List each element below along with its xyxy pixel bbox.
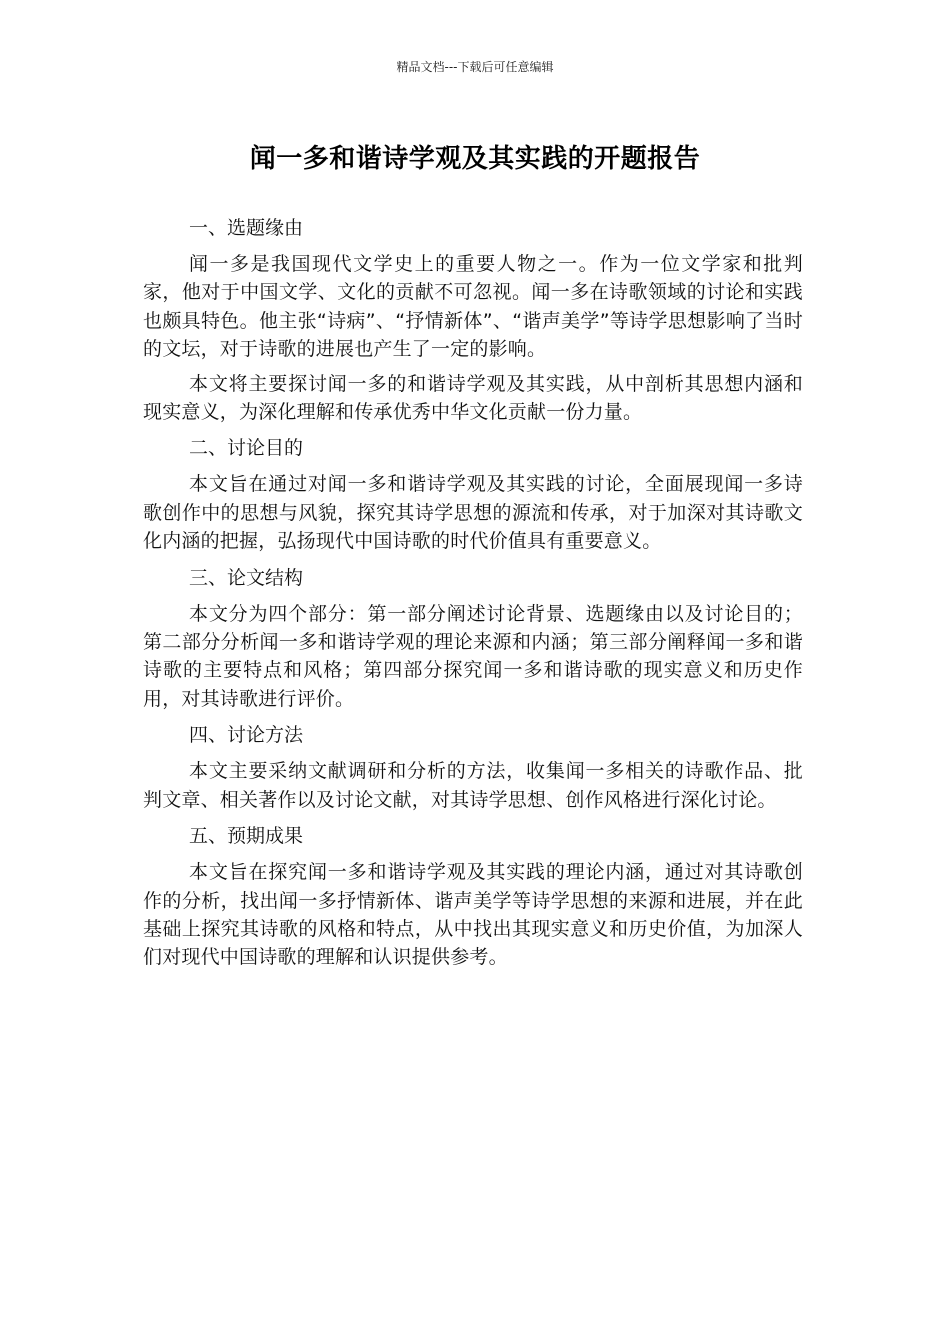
page-header-note: 精品文档---下载后可任意编辑 (396, 60, 554, 74)
section-heading: 一、选题缘由 (189, 217, 304, 239)
section-heading: 五、预期成果 (189, 825, 304, 848)
paragraph: 本文主要采纳文献调研和分析的方法，收集闻一多相关的诗歌作品、批判文章、相关著作以及讨论文献，对其诗学思想、创作风格进行深化讨论。 (143, 760, 803, 811)
document-title: 闻一多和谐诗学观及其实践的开题报告 (249, 144, 701, 174)
section-heading: 二、讨论目的 (189, 437, 304, 460)
section-heading: 四、讨论方法 (189, 724, 304, 747)
paragraph: 闻一多是我国现代文学史上的重要人物之一。作为一位文学家和批判家，他对于中国文学、文化的贡献不可忽视。闻一多在诗歌领域的讨论和实践也颇具特色。他主张“诗病”、“抒情新体”、“谐声美学”等诗学思想影响了当时的文坛，对于诗歌的进展也产生了一定的影响。 (143, 253, 803, 361)
document-body (143, 212, 803, 978)
paragraph: 本文分为四个部分：第一部分阐述讨论背景、选题缘由以及讨论目的；第二部分分析闻一多和谐诗学观的理论来源和内涵；第三部分阐释闻一多和谐诗歌的主要特点和风格；第四部分探究闻一多和谐诗歌的现实意义和历史作用，对其诗歌进行评价。 (143, 602, 803, 710)
paragraph: 本文旨在探究闻一多和谐诗学观及其实践的理论内涵，通过对其诗歌创作的分析，找出闻一多抒情新体、谐声美学等诗学思想的来源和进展，并在此基础上探究其诗歌的风格和特点，从中找出其现实意义和历史价值，为加深人们对现代中国诗歌的理解和认识提供参考。 (143, 861, 803, 969)
paragraph: 本文将主要探讨闻一多的和谐诗学观及其实践，从中剖析其思想内涵和现实意义，为深化理解和传承优秀中华文化贡献一份力量。 (143, 372, 803, 424)
section-heading: 三、论文结构 (189, 566, 304, 589)
paragraph: 本文旨在通过对闻一多和谐诗学观及其实践的讨论，全面展现闻一多诗歌创作中的思想与风貌，探究其诗学思想的源流和传承，对于加深对其诗歌文化内涵的把握，弘扬现代中国诗歌的时代价值具有重要意义。 (143, 473, 803, 553)
